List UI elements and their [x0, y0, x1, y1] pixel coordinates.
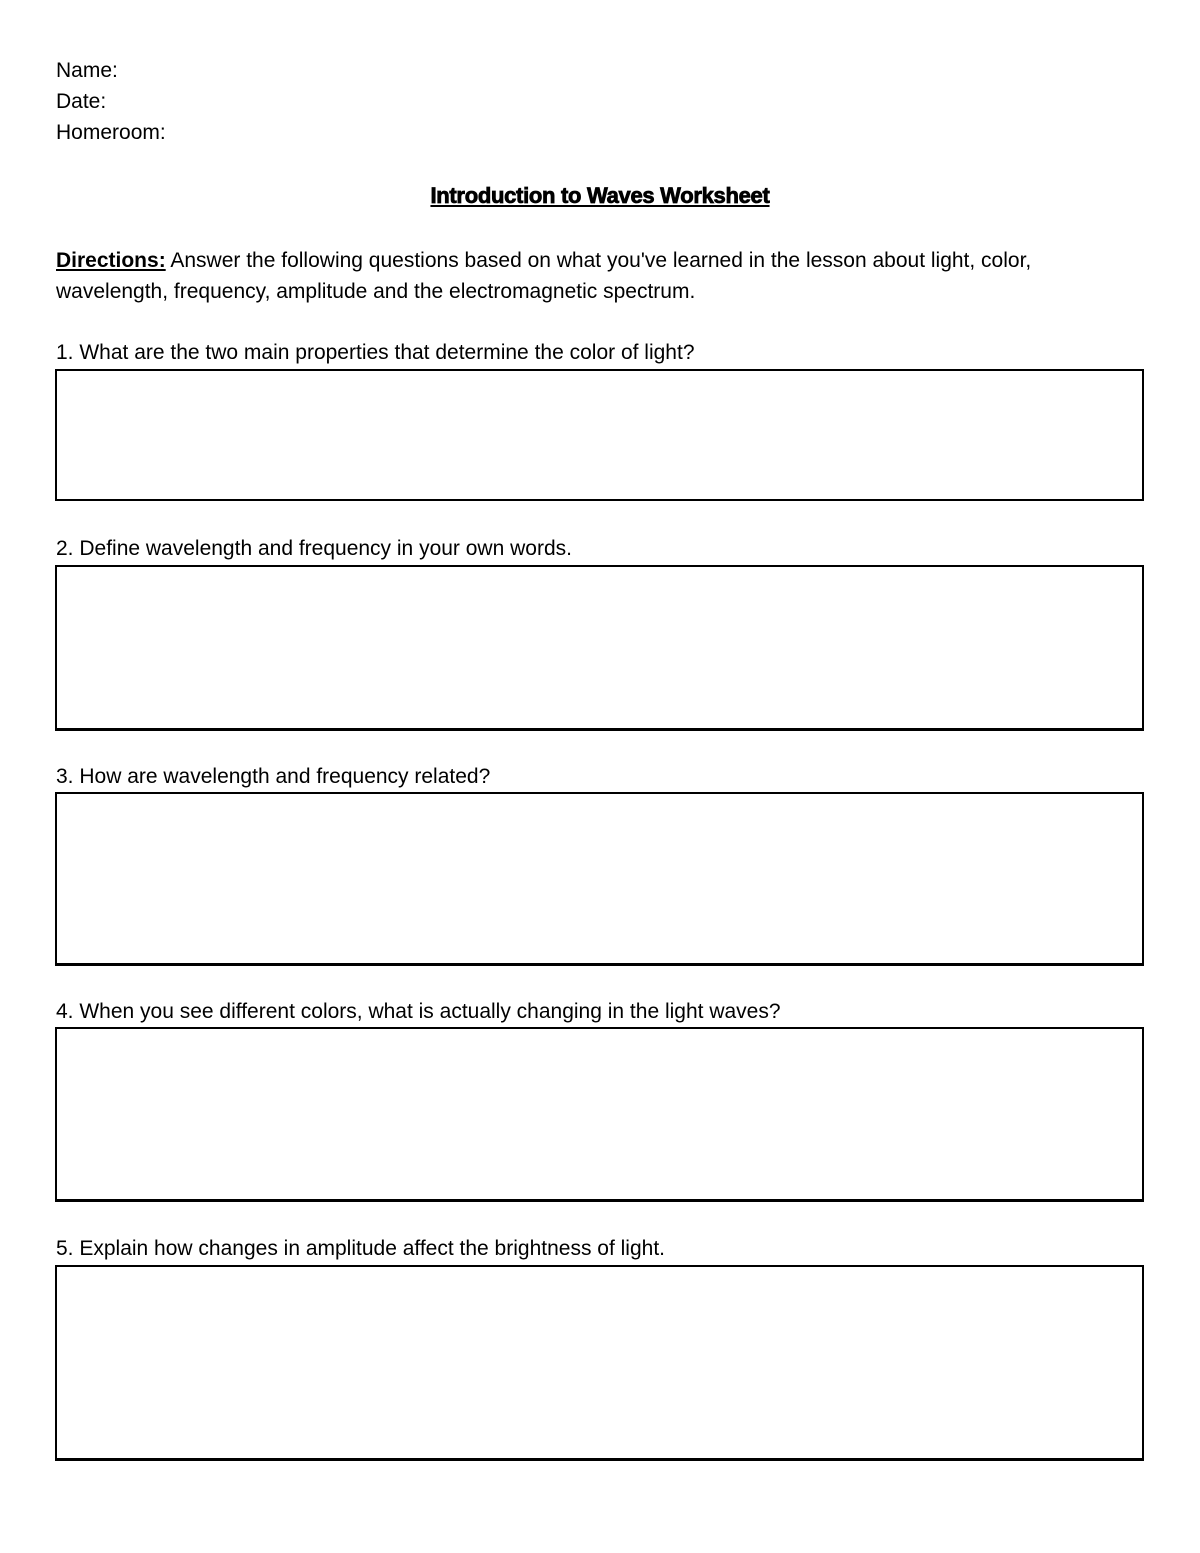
answer-box-1[interactable]: [55, 369, 1144, 501]
question-1: 1. What are the two main properties that determine the color of light?: [56, 341, 695, 364]
homeroom-label: Homeroom:: [56, 121, 166, 144]
directions-text: Answer the following questions based on what you've learned in the lesson about light, color, wavelength, frequency, amplitude and the electromagnetic spectrum.: [56, 249, 1032, 303]
name-label: Name:: [56, 59, 118, 82]
question-3: 3. How are wavelength and frequency related?: [56, 765, 491, 788]
question-2: 2. Define wavelength and frequency in your own words.: [56, 537, 572, 560]
answer-box-3[interactable]: [55, 792, 1144, 966]
answer-box-2[interactable]: [55, 565, 1144, 731]
date-label: Date:: [56, 90, 107, 113]
question-4: 4. When you see different colors, what is actually changing in the light waves?: [56, 1000, 781, 1023]
worksheet-title: Introduction to Waves Worksheet: [430, 183, 770, 208]
answer-box-5[interactable]: [55, 1265, 1144, 1461]
answer-box-4[interactable]: [55, 1027, 1144, 1202]
directions-lead: Directions:: [56, 249, 166, 272]
question-5: 5. Explain how changes in amplitude affect the brightness of light.: [56, 1237, 665, 1260]
directions-paragraph: [56, 245, 1146, 307]
